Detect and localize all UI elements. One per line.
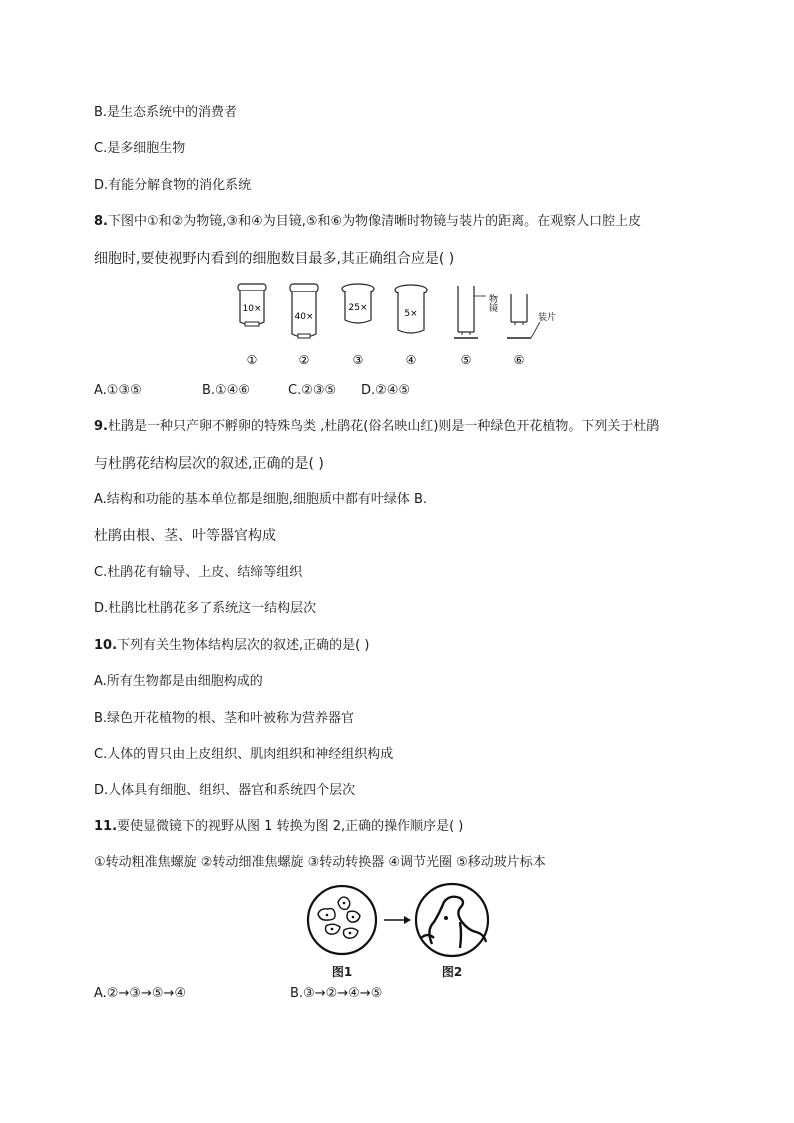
q10-option-b: B.绿色开花植物的根、茎和叶被称为营养器官 [94, 711, 355, 726]
objective-label: 物镜 [487, 294, 497, 312]
q11-number: 11. [94, 819, 118, 834]
q7-option-b: B.是生态系统中的消费者 [94, 105, 238, 120]
slide-label: 装片 [538, 313, 557, 323]
q9-option-d: D.杜鹃比杜鹃花多了系统这一结构层次 [94, 601, 317, 616]
q9-option-a: A.结构和功能的基本单位都是细胞,细胞质中都有叶绿体 B. [94, 492, 428, 507]
objective-lens-10x [238, 284, 266, 326]
objective-lens-40x [290, 284, 318, 338]
q8-stem-line1 [94, 213, 641, 231]
q10-option-a: A.所有生物都是由细胞构成的 [94, 674, 263, 689]
fig-number-4: ④ [405, 353, 417, 367]
fig-number-5: ⑤ [460, 353, 472, 367]
microscope-lens-figure [228, 282, 568, 372]
fig-number-6: ⑥ [513, 353, 525, 367]
q8-option-c: C.②③⑤ [288, 383, 337, 398]
lens-label-3: 25× [348, 303, 368, 313]
q11-option-a: A.②→③→⑤→④ [94, 986, 187, 1001]
fig-number-2: ② [298, 353, 310, 367]
q9-option-c: C.杜鹃花有输导、上皮、结缔等组织 [94, 565, 303, 580]
objective-distance-6 [507, 294, 540, 338]
q10-option-c: C.人体的胃只由上皮组织、肌肉组织和神经组织构成 [94, 747, 394, 762]
view-figure-2 [416, 884, 488, 956]
q9-stem-line1 [94, 418, 659, 436]
q9-stem-text1: 杜鹃是一种只产卵不孵卵的特殊鸟类 ,杜鹃花(俗名映山红)则是一种绿色开花植物。下列关于杜鹃 [107, 419, 660, 434]
q11-options [94, 985, 382, 1003]
figure-2-caption: 图2 [441, 965, 463, 979]
q11-stem [94, 818, 463, 836]
fig-number-3: ③ [352, 353, 364, 367]
q11-option-b: B.③→②→④→⑤ [290, 986, 383, 1001]
q8-option-b: B.①④⑥ [202, 383, 251, 398]
q8-number: 8. [94, 214, 108, 229]
lens-label-1: 10× [242, 304, 262, 314]
eyepiece-lens-25x [342, 284, 374, 323]
lens-label-4: 5× [404, 309, 418, 319]
lens-label-2: 40× [294, 312, 314, 322]
q8-option-a: A.①③⑤ [94, 383, 142, 398]
fig-number-1: ① [246, 353, 258, 367]
q9-stem-line2: 与杜鹃花结构层次的叙述,正确的是( ) [94, 456, 324, 472]
q10-number: 10. [94, 638, 118, 653]
q10-stem-text: 下列有关生物体结构层次的叙述,正确的是( ) [117, 638, 370, 653]
q8-option-d: D.②④⑤ [361, 383, 411, 398]
q7-option-d: D.有能分解食物的消化系统 [94, 178, 252, 193]
q11-steps: ①转动粗准焦螺旋 ②转动细准焦螺旋 ③转动转换器 ④调节光圈 ⑤移动玻片标本 [94, 855, 546, 870]
figure-1-caption: 图1 [331, 965, 353, 979]
q7-option-c: C.是多细胞生物 [94, 141, 186, 156]
q8-stem-line2: 细胞时,要使视野内看到的细胞数目最多,其正确组合应是( ) [94, 251, 455, 267]
view-figure-1 [308, 886, 376, 954]
eyepiece-lens-5x [395, 285, 427, 333]
q10-option-d: D.人体具有细胞、组织、器官和系统四个层次 [94, 783, 356, 798]
q11-stem-text: 要使显微镜下的视野从图 1 转换为图 2,正确的操作顺序是( ) [117, 819, 464, 834]
q8-stem-text1: 下图中①和②为物镜,③和④为目镜,⑤和⑥为物像清晰时物镜与装片的距离。在观察人口腔上皮 [107, 214, 642, 229]
q10-stem [94, 637, 369, 655]
q9-option-b: 杜鹃由根、茎、叶等器官构成 [94, 528, 276, 544]
q9-number: 9. [94, 419, 108, 434]
objective-distance-5 [454, 286, 486, 338]
q8-options [94, 382, 410, 400]
microscope-view-figure [300, 882, 500, 962]
arrow-icon [384, 916, 411, 924]
